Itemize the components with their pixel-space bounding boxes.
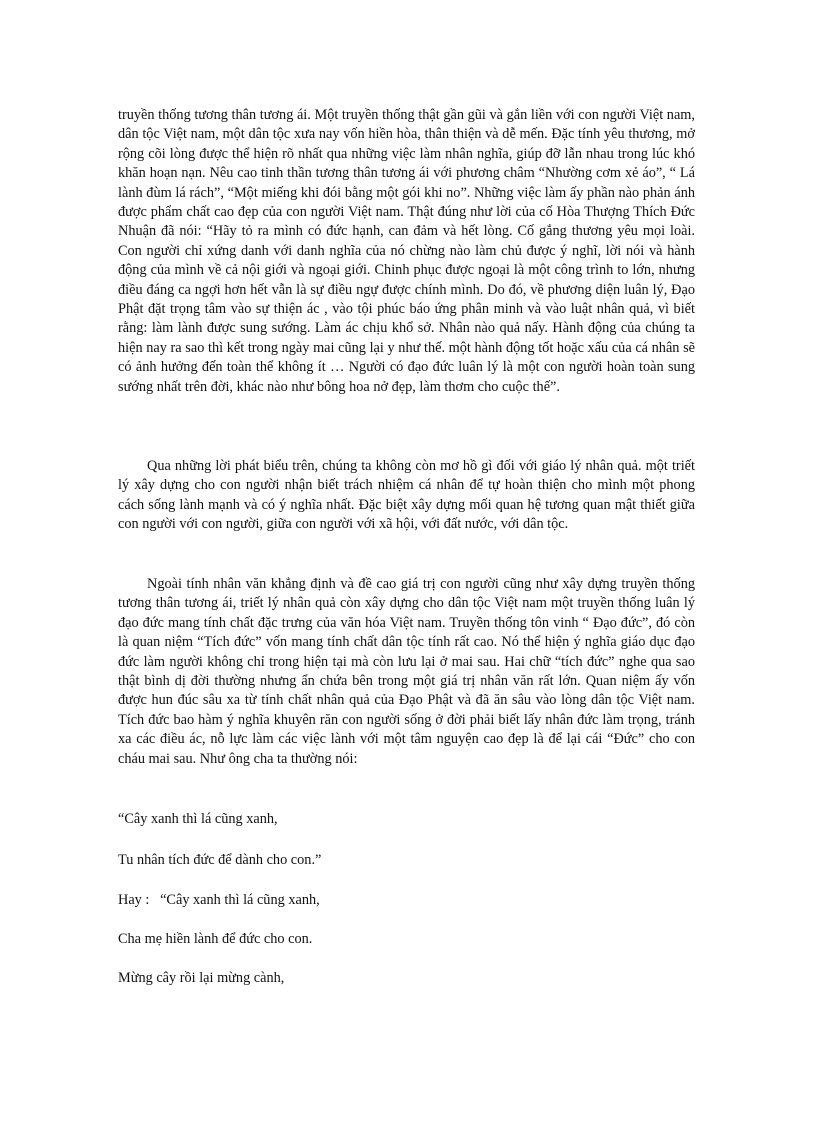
paragraph-tich-duc: Ngoài tính nhân văn khẳng định và đề cao giá trị con người cũng như xây dựng truyền thống tương thân tương ái, triết lý nhân quả còn xây dựng cho dân tộc Việt nam một truyền thống luân lý đạo đức mang tính chất đặc trưng của văn hóa Việt nam. Truyền thống tôn vinh “ Đạo đức”, đó còn là quan niệm “Tích đức” vốn mang tính chất dân tộc tính rất cao. Nó thể hiện ý nghĩa giáo dục đạo đức làm người không chỉ trong hiện tại mà còn lưu lại ở mai sau. Hai chữ “tích đức” nghe qua sao thật bình dị đời thường nhưng ẩn chứa bên trong một giá trị nhân văn rất lớn. Quan niệm ấy vốn được hun đúc sâu xa từ tính chất nhân quả của Đạo Phật và đã ăn sâu vào lòng dân tộc Việt nam. Tích đức bao hàm ý nghĩa khuyên răn con người sống ở đời phải biết lấy nhân đức làm trọng, tránh xa các điều ác, nỗ lực làm các việc lành với một tâm nguyện cao đẹp là để lại cái “Đức” cho con cháu mai sau. Như ông cha ta thường nói: bbox=[118, 576, 695, 767]
verse-line-5: Mừng cây rồi lại mừng cành, bbox=[118, 970, 285, 986]
verse-line-1: “Cây xanh thì lá cũng xanh, bbox=[118, 811, 278, 827]
verse-line-4: Cha mẹ hiền lành để đức cho con. bbox=[118, 931, 313, 947]
verse-line-3: Hay : “Cây xanh thì lá cũng xanh, bbox=[118, 892, 320, 908]
paragraph-giao-ly-nhan-qua: Qua những lời phát biểu trên, chúng ta không còn mơ hồ gì đối với giáo lý nhân quả. một triết lý xây dựng cho con người nhận biết trách nhiệm cá nhân để tự hoàn thiện cho mình một phong cách sống lành mạnh và có ý nghĩa nhất. Đặc biệt xây dựng mối quan hệ tương quan mật thiết giữa con người với con người, giữa con người với xã hội, với đất nước, với dân tộc. bbox=[118, 458, 695, 533]
paragraph-tuong-than-tuong-ai: truyền thống tương thân tương ái. Một truyền thống thật gần gũi và gắn liền với con người Việt nam, dân tộc Việt nam, một dân tộc xưa nay vốn hiền hòa, thân thiện và dễ mến. Đặc tính yêu thương, mở rộng cõi lòng được thể hiện rõ nhất qua những việc làm nhân nghĩa, giúp đỡ lẫn nhau trong lúc khó khăn hoạn nạn. Nêu cao tinh thần tương thân tương ái với phương châm “Nhường cơm xẻ áo”, “ Lá lành đùm lá rách”, “Một miếng khi đói bằng một gói khi no”. Những việc làm ấy phần nào phản ánh được phẩm chất cao đẹp của con người Việt nam. Thật đúng như lời của cố Hòa Thượng Thích Đức Nhuận đã nói: “Hãy tỏ ra mình có đức hạnh, can đảm và hết lòng. Cố gắng thương yêu mọi loài. Con người chỉ xứng danh với danh nghĩa của nó chừng nào làm chủ được ý nghĩ, lời nói và hành động của mình về cả nội giới và ngoại giới. Chinh phục được ngoại là một công trình to lớn, nhưng điều đáng ca ngợi hơn hết vẫn là sự điều ngự được chính mình. Do đó, về phương diện luân lý, Đạo Phật đặt trọng tâm vào sự thiện ác , vào tội phúc báo ứng phân minh và vào luật nhân quả, vì biết rằng: làm lành được sung sướng. Làm ác chịu khổ sở. Nhân nào quả nấy. Hành động của chúng ta hiện nay ra sao thì kết trong ngày mai cũng lại y như thế. một hành động tốt hoặc xấu của cá nhân sẽ có ảnh hưởng đến toàn thể không ít … Người có đạo đức luân lý là một con người hoàn toàn sung sướng nhất trên đời, khác nào như bông hoa nở đẹp, làm thơm cho cuộc thế”. bbox=[118, 107, 695, 395]
verse-line-2: Tu nhân tích đức để dành cho con.” bbox=[118, 852, 322, 868]
